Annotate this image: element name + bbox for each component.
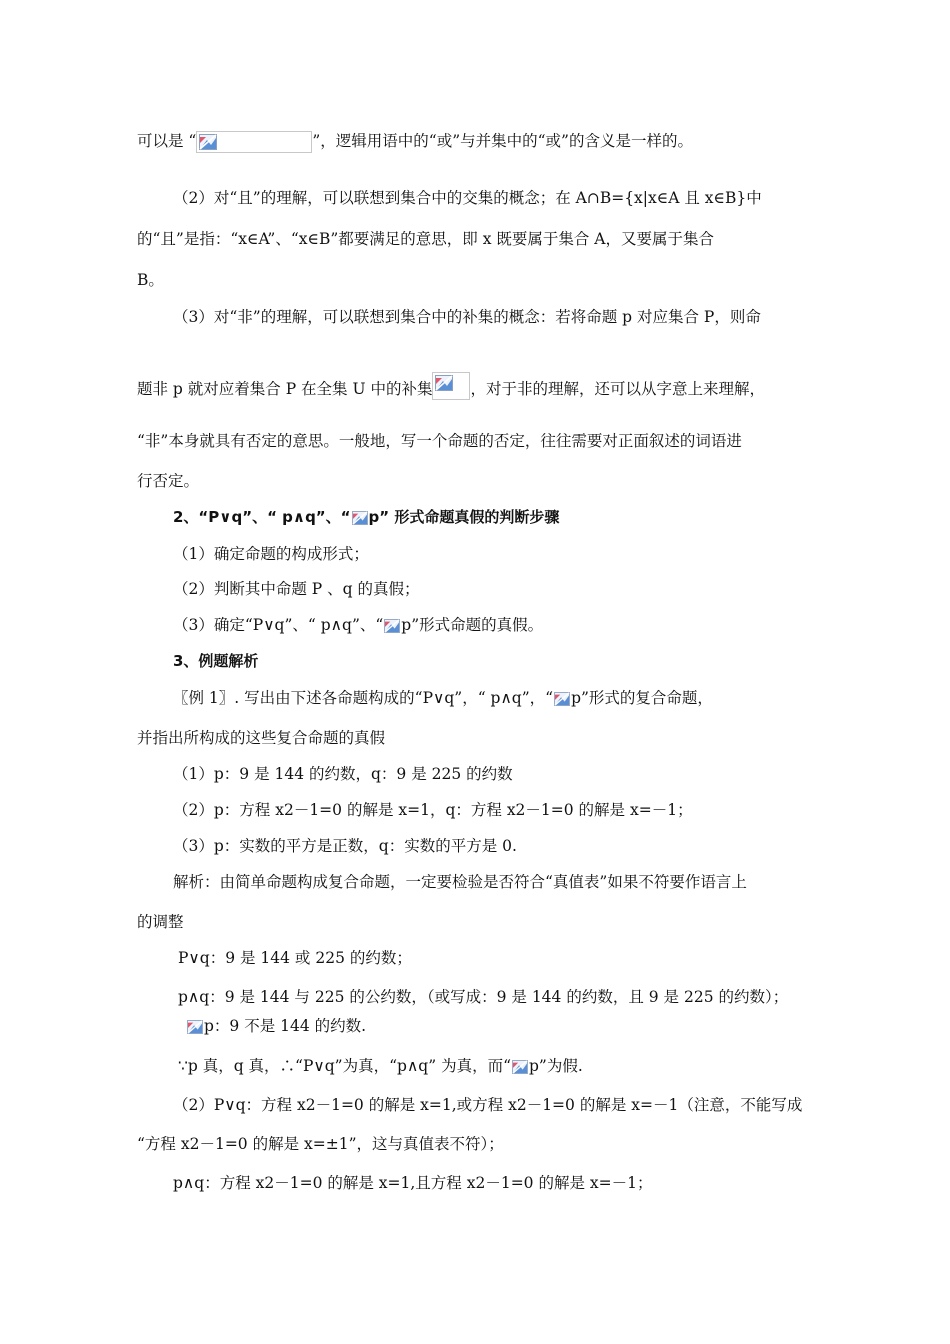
conclusion-1: ∵p 真，q 真，∴“P∨q”为真，“p∧q” 为真，而“ p”为假.	[178, 1057, 583, 1075]
paragraph-line-2: （2）对“且”的理解，可以联想到集合中的交集的概念；在 A∩B={x|x∈A 且 x∈B}中	[173, 189, 762, 207]
section-heading-3: 3、例题解析	[173, 652, 259, 670]
question-2: （2）p：方程 x2－1=0 的解是 x=1，q：方程 x2－1=0 的解是 x=－1；	[173, 801, 693, 819]
broken-image-icon	[196, 131, 312, 153]
broken-image-icon	[351, 510, 369, 526]
example-1-line-2: 并指出所构成的这些复合命题的真假	[137, 729, 386, 747]
answer-not: p：9 不是 144 的约数.	[186, 1015, 366, 1037]
broken-image-icon	[432, 372, 470, 400]
paragraph-line-6: 题非 p 就对应着集合 P 在全集 U 中的补集 ，对于非的理解，还可以从字意上来理解，	[137, 372, 765, 400]
answer-2-line-2: “方程 x2－1=0 的解是 x=±1”，这与真值表不符）；	[137, 1135, 504, 1153]
step-2: （2）判断其中命题 P 、q 的真假；	[173, 580, 420, 598]
paragraph-line-8: 行否定。	[137, 472, 200, 490]
broken-image-icon	[553, 691, 571, 707]
answer-and: p∧q：9 是 144 与 225 的公约数，（或写成：9 是 144 的约数，且 9 是 225 的约数）；	[178, 988, 789, 1006]
broken-image-icon	[383, 618, 401, 634]
step-1: （1）确定命题的构成形式；	[173, 545, 369, 563]
paragraph-line-7: “非”本身就具有否定的意思。一般地，写一个命题的否定，往往需要对正面叙述的词语进	[137, 432, 742, 450]
answer-2-line-3: p∧q：方程 x2－1=0 的解是 x=1,且方程 x2－1=0 的解是 x=－1；	[173, 1174, 653, 1192]
analysis-line-2: 的调整	[137, 913, 184, 931]
step-3: （3）确定“P∨q”、“ p∧q”、“ p”形式命题的真假。	[173, 616, 544, 634]
section-heading-2: 2、“P∨q”、“ p∧q”、“ p” 形式命题真假的判断步骤	[173, 508, 560, 526]
paragraph-line-3: 的“且”是指：“x∈A”、“x∈B”都要满足的意思，即 x 既要属于集合 A，又要属于集合	[137, 230, 714, 248]
example-1-line-1: 〖例 1〗. 写出由下述各命题构成的“P∨q”，“ p∧q”，“ p”形式的复合命题，	[173, 689, 713, 707]
answer-2-line-1: （2）P∨q：方程 x2－1=0 的解是 x=1,或方程 x2－1=0 的解是 x=－1（注意，不能写成	[173, 1096, 803, 1114]
analysis-line-1: 解析：由简单命题构成复合命题，一定要检验是否符合“真值表”如果不符要作语言上	[173, 873, 747, 891]
question-3: （3）p：实数的平方是正数，q：实数的平方是 0.	[173, 837, 517, 855]
broken-image-icon	[186, 1019, 204, 1035]
answer-or: P∨q：9 是 144 或 225 的约数；	[178, 949, 412, 967]
paragraph-line-4: B。	[137, 271, 164, 289]
broken-image-icon	[511, 1059, 529, 1075]
paragraph-line-1: 可以是 “ ”，逻辑用语中的“或”与并集中的“或”的含义是一样的。	[137, 130, 693, 153]
paragraph-line-5: （3）对“非”的理解，可以联想到集合中的补集的概念：若将命题 p 对应集合 P，则命	[173, 308, 761, 326]
question-1: （1）p：9 是 144 的约数，q：9 是 225 的约数	[173, 765, 513, 783]
